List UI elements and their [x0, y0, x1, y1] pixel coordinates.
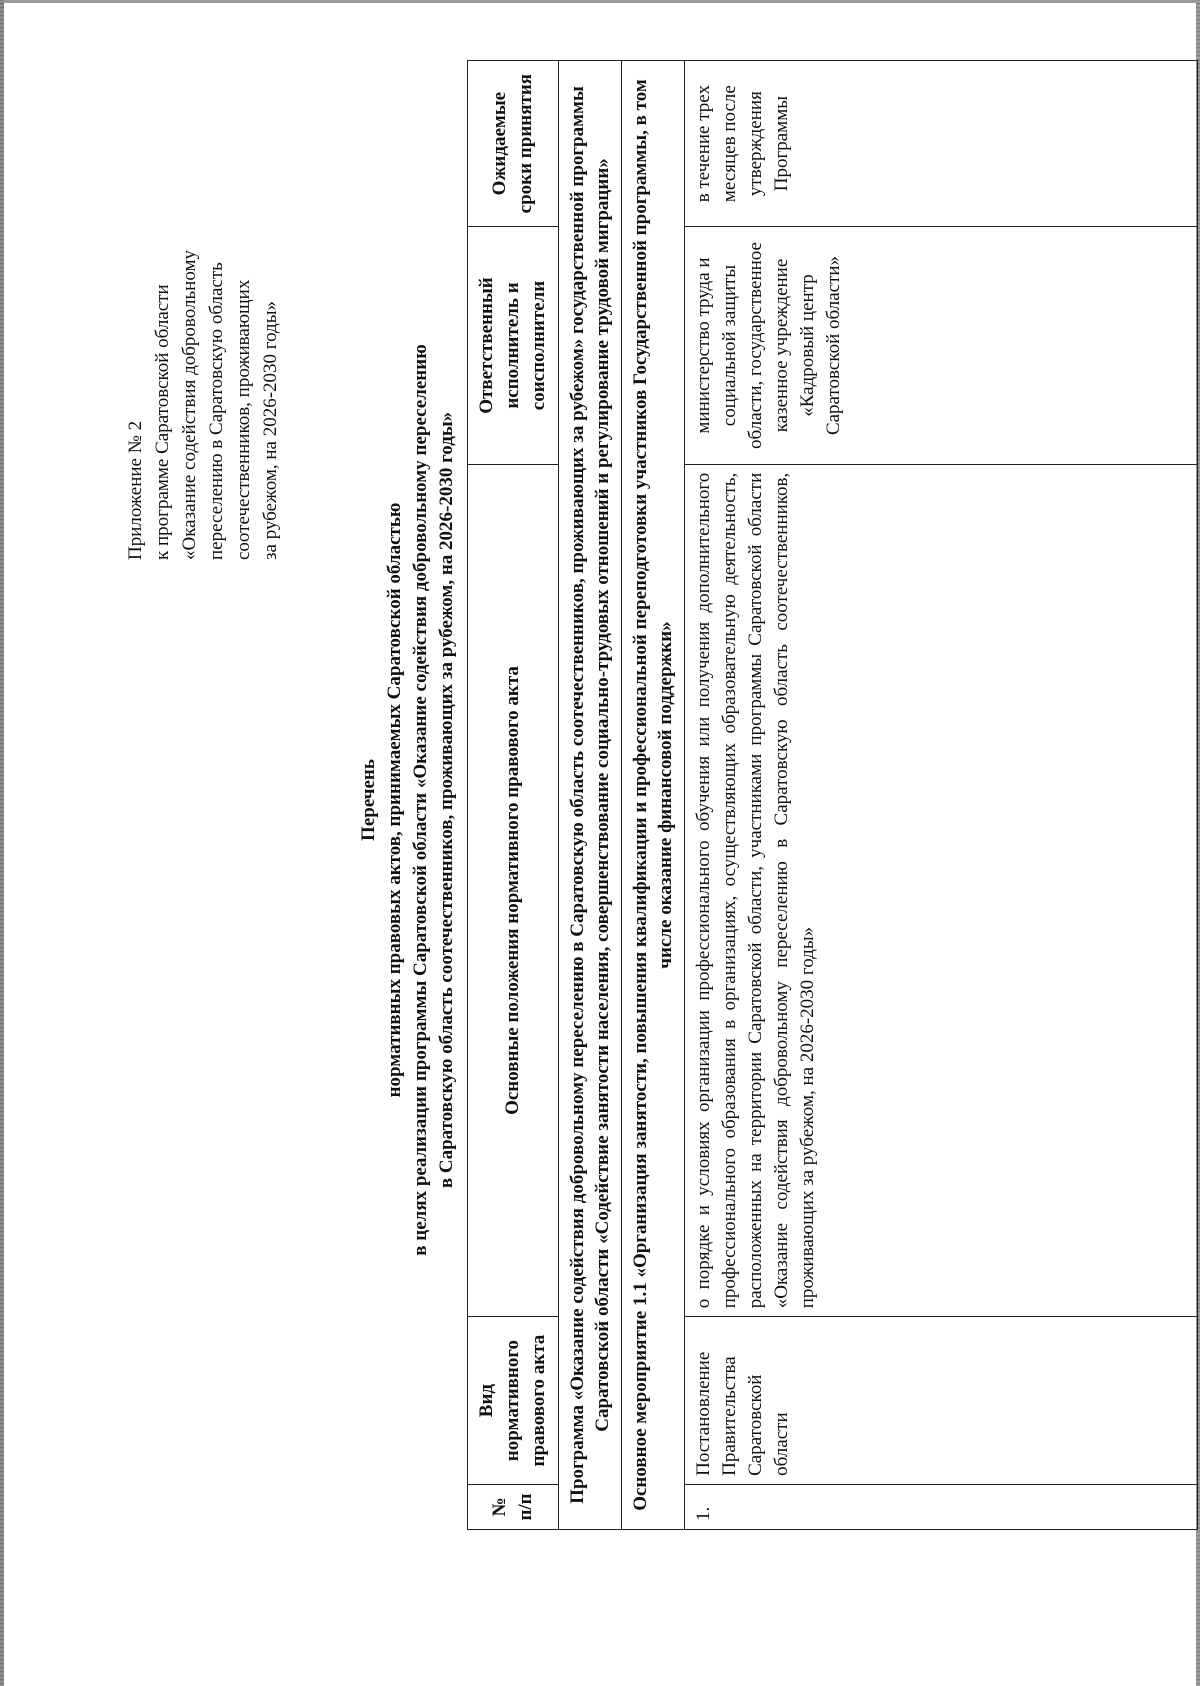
section-title: Программа «Оказание содействия добровольному переселению в Саратовскую область соотечественников, проживающих за рубежом» государственной программы Саратовской области «Содействие занятости населения, совершенствование социально-трудовых отношений и регулирование трудовой миграции»: [559, 61, 622, 1530]
appendix-note: [122, 60, 284, 560]
appendix-line: «Оказание содействия добровольному: [179, 250, 200, 560]
cell-term: в течение трех месяцев после утверждения Программы: [685, 61, 1198, 227]
appendix-line: переселению в Саратовскую область: [206, 262, 227, 560]
scan-edge-top: [0, 0, 1200, 3]
title-heading: Перечень: [358, 759, 379, 841]
header-resp: Ответственный исполнитель и соисполнители: [468, 227, 559, 464]
title-line: в целях реализации программы Саратовской области «Оказание содействия добровольному переселению: [410, 344, 431, 1256]
appendix-line: соотечественников, проживающих: [233, 279, 254, 560]
table-header-row: [468, 61, 559, 1530]
cell-main: о порядке и условиях организации профессионального обучения или получения дополнительного профессионального образования в организациях, осуществляющих образовательную деятельность, расположенных на территории Саратовской области, участниками программы Саратовской области «Оказание содействия добровольному переселению в Саратовскую область соотечественников, проживающих за рубежом, на 2026-2030 годы»: [685, 464, 1198, 1317]
cell-kind: Постановление Правительства Саратовской области: [685, 1317, 1198, 1485]
subsection-row: [622, 61, 685, 1530]
section-row: [559, 61, 622, 1530]
title-line: в Саратовскую область соотечественников, проживающих за рубежом, на 2026-2030 годы»: [436, 411, 457, 1189]
appendix-line: за рубежом, на 2026-2030 годы»: [260, 301, 281, 560]
appendix-line: Приложение № 2: [125, 420, 146, 560]
cell-num: 1.: [685, 1484, 1198, 1529]
rotated-content: [0, 10, 1110, 1570]
appendix-line: к программе Саратовской области: [152, 284, 173, 560]
cell-resp: министерство труда и социальной защиты области, государственное казенное учреждение «Кадровый центр Саратовской области»: [685, 227, 1198, 464]
table-row: [685, 61, 1198, 1530]
subsection-title: Основное мероприятие 1.1 «Организация занятости, повышения квалификации и профессиональной переподготовки участников Государственной программы, в том числе оказание финансовой поддержки»: [622, 61, 685, 1530]
header-term: Ожидаемые сроки принятия: [468, 61, 559, 227]
acts-table: [467, 60, 1198, 1530]
header-kind: Вид нормативного правового акта: [468, 1317, 559, 1485]
header-num: № п/п: [468, 1484, 559, 1529]
header-main: Основные положения нормативного правового акта: [468, 464, 559, 1317]
title-line: нормативных правовых актов, принимаемых Саратовской областью: [384, 502, 405, 1098]
document-title: [356, 70, 460, 1530]
